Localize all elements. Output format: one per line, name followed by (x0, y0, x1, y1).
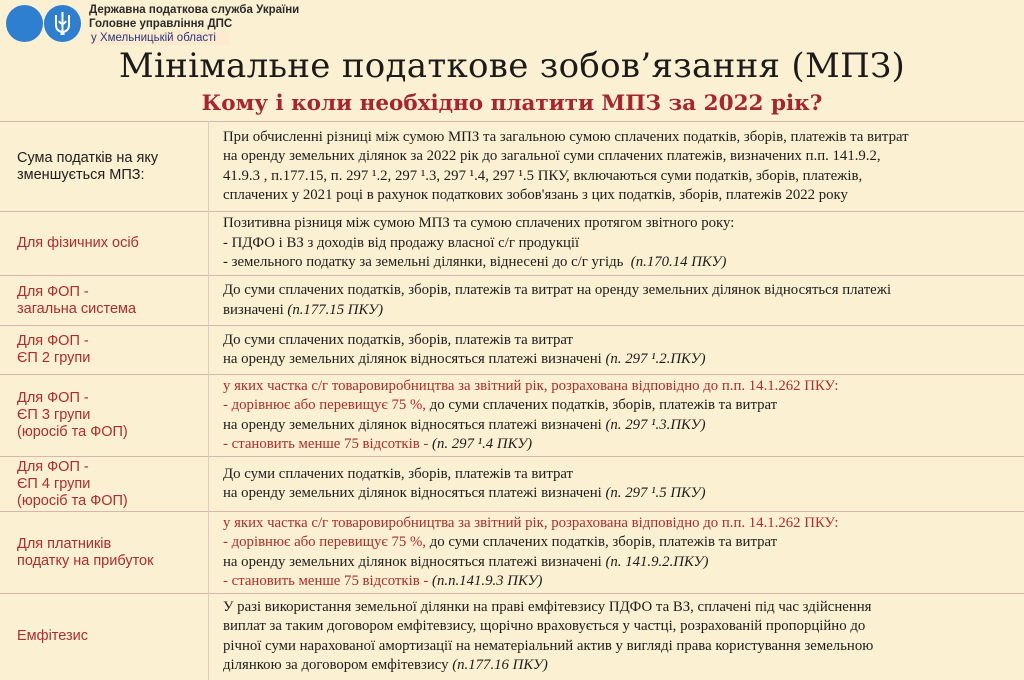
row-label-line: зменшується МПЗ: (17, 166, 145, 183)
content-line: до суми сплачених податків, зборів, платежів та витрат (426, 397, 778, 413)
table-row (0, 212, 1024, 276)
row-label-line: (юросіб та ФОП) (17, 492, 128, 509)
content-line: у яких частка с/г товаровиробництва за звітний рік, розрахована відповідно до п.п. 14.1.262 ПКУ: (223, 514, 839, 531)
header (0, 0, 1024, 50)
tax-code-reference: (п. 297 ¹.4 ПКУ) (432, 436, 533, 452)
content-line: - ПДФО і ВЗ з доходів від продажу власної с/г продукції (223, 234, 580, 251)
row-label-line: Для ФОП - (17, 283, 89, 300)
row-label-line: податку на прибуток (17, 552, 154, 569)
row-label-line: Для ФОП - (17, 333, 89, 349)
content-line: 41.9.3 , п.177.15, п. 297 ¹.2, 297 ¹.3, 297 ¹.4, 297 ¹.5 ПКУ, включаються суми податків, зборів, платежів, (223, 167, 863, 184)
content-line: визначені (223, 301, 284, 318)
row-content (209, 276, 1024, 326)
row-content (209, 122, 1024, 212)
tax-code-reference: (п.177.16 ПКУ) (452, 657, 548, 674)
dps-logo-icon (6, 5, 43, 42)
org-line-1: Державна податкова служба України (89, 4, 300, 16)
content-line: Позитивна різниця між сумою МПЗ та сумою сплачених протягом звітного року: (223, 215, 735, 232)
content-line: - дорівнює або перевищує 75 %, (223, 397, 426, 413)
table-row (0, 276, 1024, 326)
table-row (0, 375, 1024, 457)
content-line: у яких частка с/г товаровиробництва за звітний рік, розрахована відповідно до п.п. 14.1.262 ПКУ: (223, 377, 839, 394)
content-line: на оренду земельних ділянок відносяться платежі визначені (223, 416, 602, 433)
content-line: - становить менше 75 відсотків - (223, 573, 429, 589)
row-label-line: (юросіб та ФОП) (17, 424, 128, 440)
row-label (0, 375, 209, 457)
page-title: Мінімальне податкове зобов’язання (МПЗ) (118, 46, 906, 86)
row-label-line: Для ФОП - (17, 458, 89, 475)
content-line: До суми сплачених податків, зборів, платежів та витрат (223, 331, 574, 348)
row-content (209, 212, 1024, 276)
row-label (0, 326, 209, 375)
row-label-line: ЄП 2 групи (17, 350, 91, 366)
row-label (0, 276, 209, 326)
tax-code-reference: (п. 297 ¹.5 ПКУ) (605, 485, 706, 501)
row-label (0, 457, 209, 512)
row-content (209, 326, 1024, 375)
mpz-table (0, 121, 1024, 680)
content-line: на оренду земельних ділянок відносяться платежі визначені (223, 351, 602, 367)
row-content (209, 375, 1024, 457)
row-label-line: Для ФОП - (17, 390, 89, 406)
row-label-line: Для фізичних осіб (17, 235, 139, 251)
table-row (0, 326, 1024, 375)
content-line: на оренду земельних ділянок за 2022 рік до загальної суми сплачених платежів, визначених п.п. 141.9.2, (223, 148, 881, 164)
row-label-line: Сума податків на яку (17, 149, 159, 166)
content-line: на оренду земельних ділянок відносяться платежі визначені (223, 485, 602, 501)
org-line-2: Головне управління ДПС (89, 18, 233, 30)
tax-code-reference: (п.170.14 ПКУ) (630, 254, 727, 271)
content-line: до суми сплачених податків, зборів, платежів та витрат (426, 534, 778, 550)
row-content (209, 594, 1024, 680)
table-row (0, 512, 1024, 594)
table-row (0, 457, 1024, 512)
tax-code-reference: (п. 141.9.2.ПКУ) (605, 553, 709, 570)
content-line: У разі використання земельної ділянки на праві емфітевзису ПДФО та ВЗ, сплачені під час здійснення (223, 598, 872, 615)
trident-emblem-icon (44, 5, 81, 42)
row-label (0, 212, 209, 276)
row-content (209, 457, 1024, 512)
table-row (0, 594, 1024, 680)
row-label-line: загальна система (17, 300, 137, 317)
row-label-line: ЄП 4 групи (17, 475, 91, 492)
tax-code-reference: (п. 297 ¹.2.ПКУ) (605, 351, 706, 367)
row-content (209, 512, 1024, 594)
content-line: сплачених у 2021 році в рахунок податкових зобов'язань з цих податків, зборів, платежів 2022 року (223, 187, 848, 203)
org-line-3: у Хмельницькій області (89, 31, 230, 45)
tax-code-reference: (п.177.15 ПКУ) (287, 301, 384, 318)
content-line: - земельного податку за земельні ділянки, віднесені до с/г угідь (223, 254, 624, 271)
table-row (0, 122, 1024, 212)
content-line: ділянкою за договором емфітевзису (223, 657, 449, 674)
row-label-line: Емфітезис (17, 628, 89, 645)
row-label (0, 122, 209, 212)
content-line: До суми сплачених податків, зборів, платежів та витрат (223, 465, 574, 482)
tax-code-reference: (п. 297 ¹.3.ПКУ) (605, 416, 706, 433)
content-line: виплат за таким договором емфітевзису, щорічно враховується у частці, розрахованій пропорційно до (223, 618, 866, 635)
row-label-line: Для платників (17, 535, 112, 552)
row-label (0, 512, 209, 594)
content-line: До суми сплачених податків, зборів, платежів та витрат на оренду земельних ділянок відносяться платежі (223, 282, 892, 298)
row-label-line: ЄП 3 групи (17, 407, 91, 423)
organization-name (89, 3, 299, 45)
content-line: на оренду земельних ділянок відносяться платежі визначені (223, 553, 602, 570)
content-line: річної суми нарахованої амортизації на нематеріальний актив у вигляді права користування земельною (223, 637, 874, 654)
content-line: При обчисленні різниці між сумою МПЗ та загальною сумою сплачених податків, зборів, платежів та витрат (223, 128, 909, 145)
content-line: - становить менше 75 відсотків - (223, 436, 429, 452)
row-label (0, 594, 209, 680)
page-subtitle: Кому і коли необхідно платити МПЗ за 2022 рік? (201, 91, 823, 116)
tax-code-reference: (п.п.141.9.3 ПКУ) (432, 573, 543, 589)
content-line: - дорівнює або перевищує 75 %, (223, 534, 426, 550)
